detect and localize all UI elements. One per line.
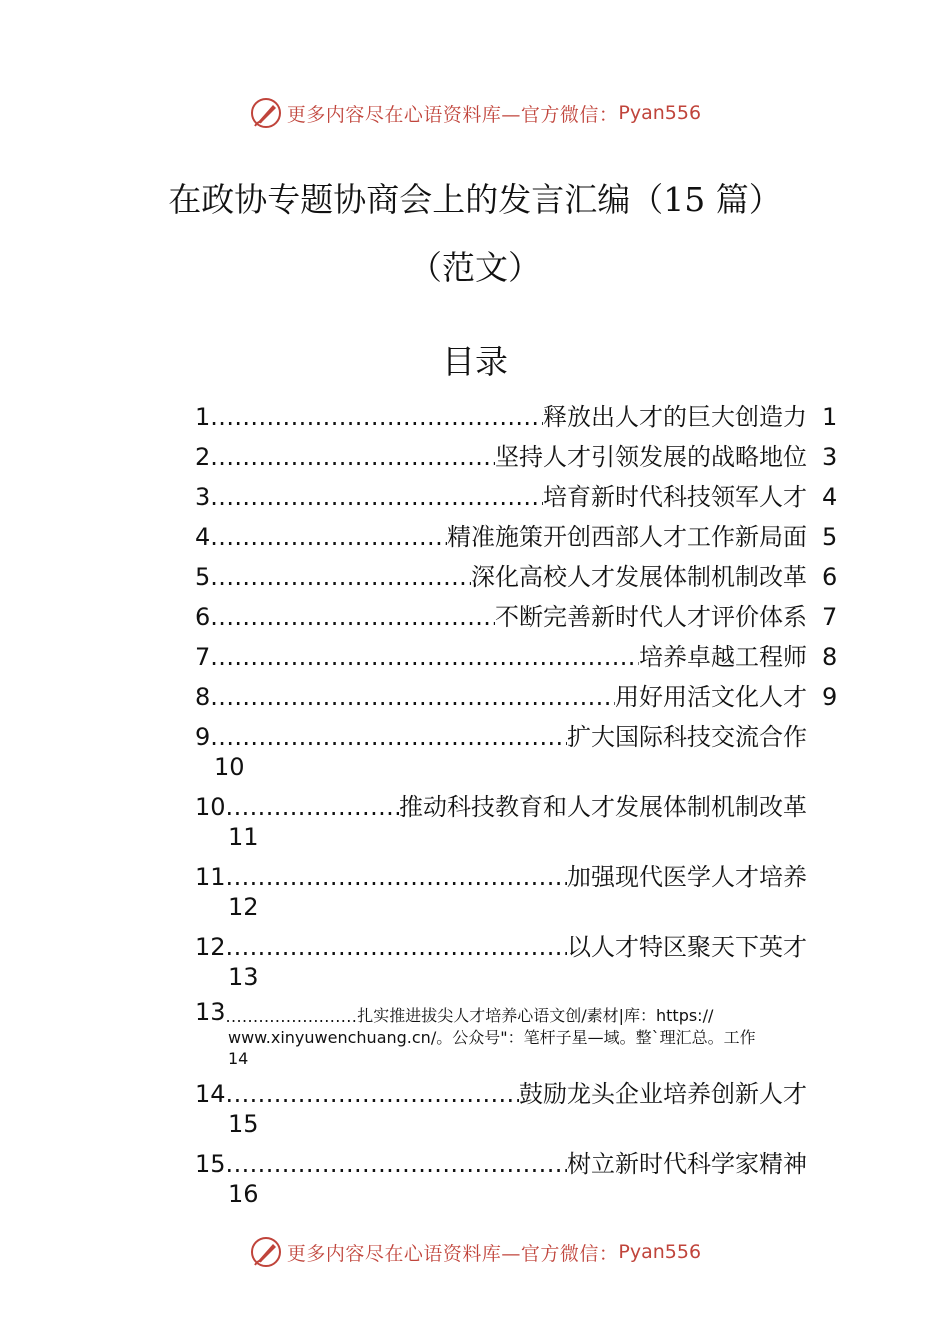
toc-leader-dots: [210, 562, 471, 592]
toc-leader-dots: [210, 722, 567, 752]
toc-leader-dots: [226, 1079, 519, 1109]
toc-title: 坚持人才引领发展的战略地位: [495, 443, 807, 471]
toc-page-number: 6: [822, 563, 838, 591]
toc-entry[interactable]: [195, 862, 807, 892]
toc-page-number: 4: [822, 483, 838, 511]
banner-text: 更多内容尽在心语资料库—官方微信：: [286, 1242, 619, 1265]
toc-title-continuation: www.xinyuwenchuang.cn/。公众号"：笔杆子星—域。整`理汇总。工作: [228, 1028, 756, 1047]
toc-page-number: 11: [228, 823, 259, 851]
toc-title: 扎实推进拔尖人才培养心语文创/素材|库：https://: [357, 1006, 714, 1025]
toc-entry[interactable]: [195, 642, 807, 672]
toc-page-number: 16: [228, 1180, 259, 1208]
toc-heading: 目录: [442, 342, 508, 381]
toc-number: 1: [195, 403, 211, 431]
toc-page-number: 8: [822, 643, 838, 671]
quill-pen-logo-icon: [249, 1235, 283, 1269]
toc-title: 不断完善新时代人才评价体系: [495, 603, 807, 631]
footer-banner: [0, 1232, 950, 1272]
toc-page-number: 3: [822, 443, 838, 471]
document-subtitle: （范文）: [409, 248, 541, 287]
toc-leader-dots: [210, 602, 495, 632]
toc-page-number: 1: [822, 403, 838, 431]
toc-entry[interactable]: [195, 602, 807, 632]
toc-number: 5: [195, 563, 211, 591]
toc-title: 用好用活文化人才: [615, 683, 807, 711]
toc-entry[interactable]: [195, 932, 807, 962]
toc-leader-dots: [210, 442, 495, 472]
toc-title: 以人才特区聚天下英才: [567, 933, 807, 961]
quill-pen-logo-icon: [249, 96, 283, 130]
toc-title: 精准施策开创西部人才工作新局面: [447, 523, 807, 551]
toc-title: 培养卓越工程师: [639, 643, 807, 671]
toc-entry[interactable]: [195, 998, 815, 1068]
toc-title: 推动科技教育和人才发展体制机制改革: [399, 793, 807, 821]
toc-leader-dots: [210, 482, 543, 512]
toc-number: 7: [195, 643, 211, 671]
toc-leader-dots: [226, 862, 567, 892]
document-title: 在政协专题协商会上的发言汇编（15 篇）: [168, 180, 782, 219]
toc-leader-dots: [210, 682, 615, 712]
toc-title: 培育新时代科技领军人才: [543, 483, 807, 511]
toc-title: 加强现代医学人才培养: [567, 863, 807, 891]
toc-number: 12: [195, 933, 226, 961]
toc-entry[interactable]: [195, 562, 807, 592]
toc-page-number: 15: [228, 1110, 259, 1138]
toc-page-number: 13: [228, 963, 259, 991]
toc-leader-dots: [226, 792, 399, 822]
banner-handle: Pyan556: [618, 102, 702, 124]
toc-number: 4: [195, 523, 211, 551]
banner-handle: Pyan556: [618, 1241, 702, 1263]
toc-page-number: 10: [214, 753, 245, 781]
toc-number: 8: [195, 683, 211, 711]
toc-title: 鼓励龙头企业培养创新人才: [519, 1080, 807, 1108]
toc-number: 6: [195, 603, 211, 631]
toc-entry[interactable]: [195, 482, 807, 512]
toc-number: 14: [195, 1080, 226, 1108]
toc-entry[interactable]: [195, 442, 807, 472]
toc-leader-dots: [210, 402, 543, 432]
toc-entry[interactable]: [195, 792, 807, 822]
toc-title: 树立新时代科学家精神: [567, 1150, 807, 1178]
toc-number: 10: [195, 793, 226, 821]
toc-title: 扩大国际科技交流合作: [567, 723, 807, 751]
toc-entry[interactable]: [195, 722, 807, 752]
toc-entry[interactable]: [195, 402, 807, 432]
toc-number: 11: [195, 863, 226, 891]
banner-text: 更多内容尽在心语资料库—官方微信：: [286, 103, 619, 126]
header-banner: [0, 93, 950, 133]
toc-number: 15: [195, 1150, 226, 1178]
toc-leader-dots: [226, 932, 567, 962]
toc-number: 13: [195, 998, 226, 1026]
toc-title: 深化高校人才发展体制机制改革: [471, 563, 807, 591]
toc-number: 9: [195, 723, 211, 751]
toc-page-number: 7: [822, 603, 838, 631]
toc-number: 3: [195, 483, 211, 511]
toc-page-number: 5: [822, 523, 838, 551]
toc-entry[interactable]: [195, 682, 807, 712]
toc-leader-dots: [210, 522, 447, 552]
toc-page-number: 12: [228, 893, 259, 921]
toc-leader-dots: ........................: [225, 1007, 358, 1026]
toc-entry[interactable]: [195, 1149, 807, 1179]
toc-leader-dots: [210, 642, 639, 672]
toc-entry[interactable]: [195, 1079, 807, 1109]
toc-page-number: 14: [228, 1049, 249, 1068]
toc-leader-dots: [226, 1149, 567, 1179]
toc-title: 释放出人才的巨大创造力: [543, 403, 807, 431]
toc-entry[interactable]: [195, 522, 807, 552]
toc-page-number: 9: [822, 683, 838, 711]
toc-number: 2: [195, 443, 211, 471]
